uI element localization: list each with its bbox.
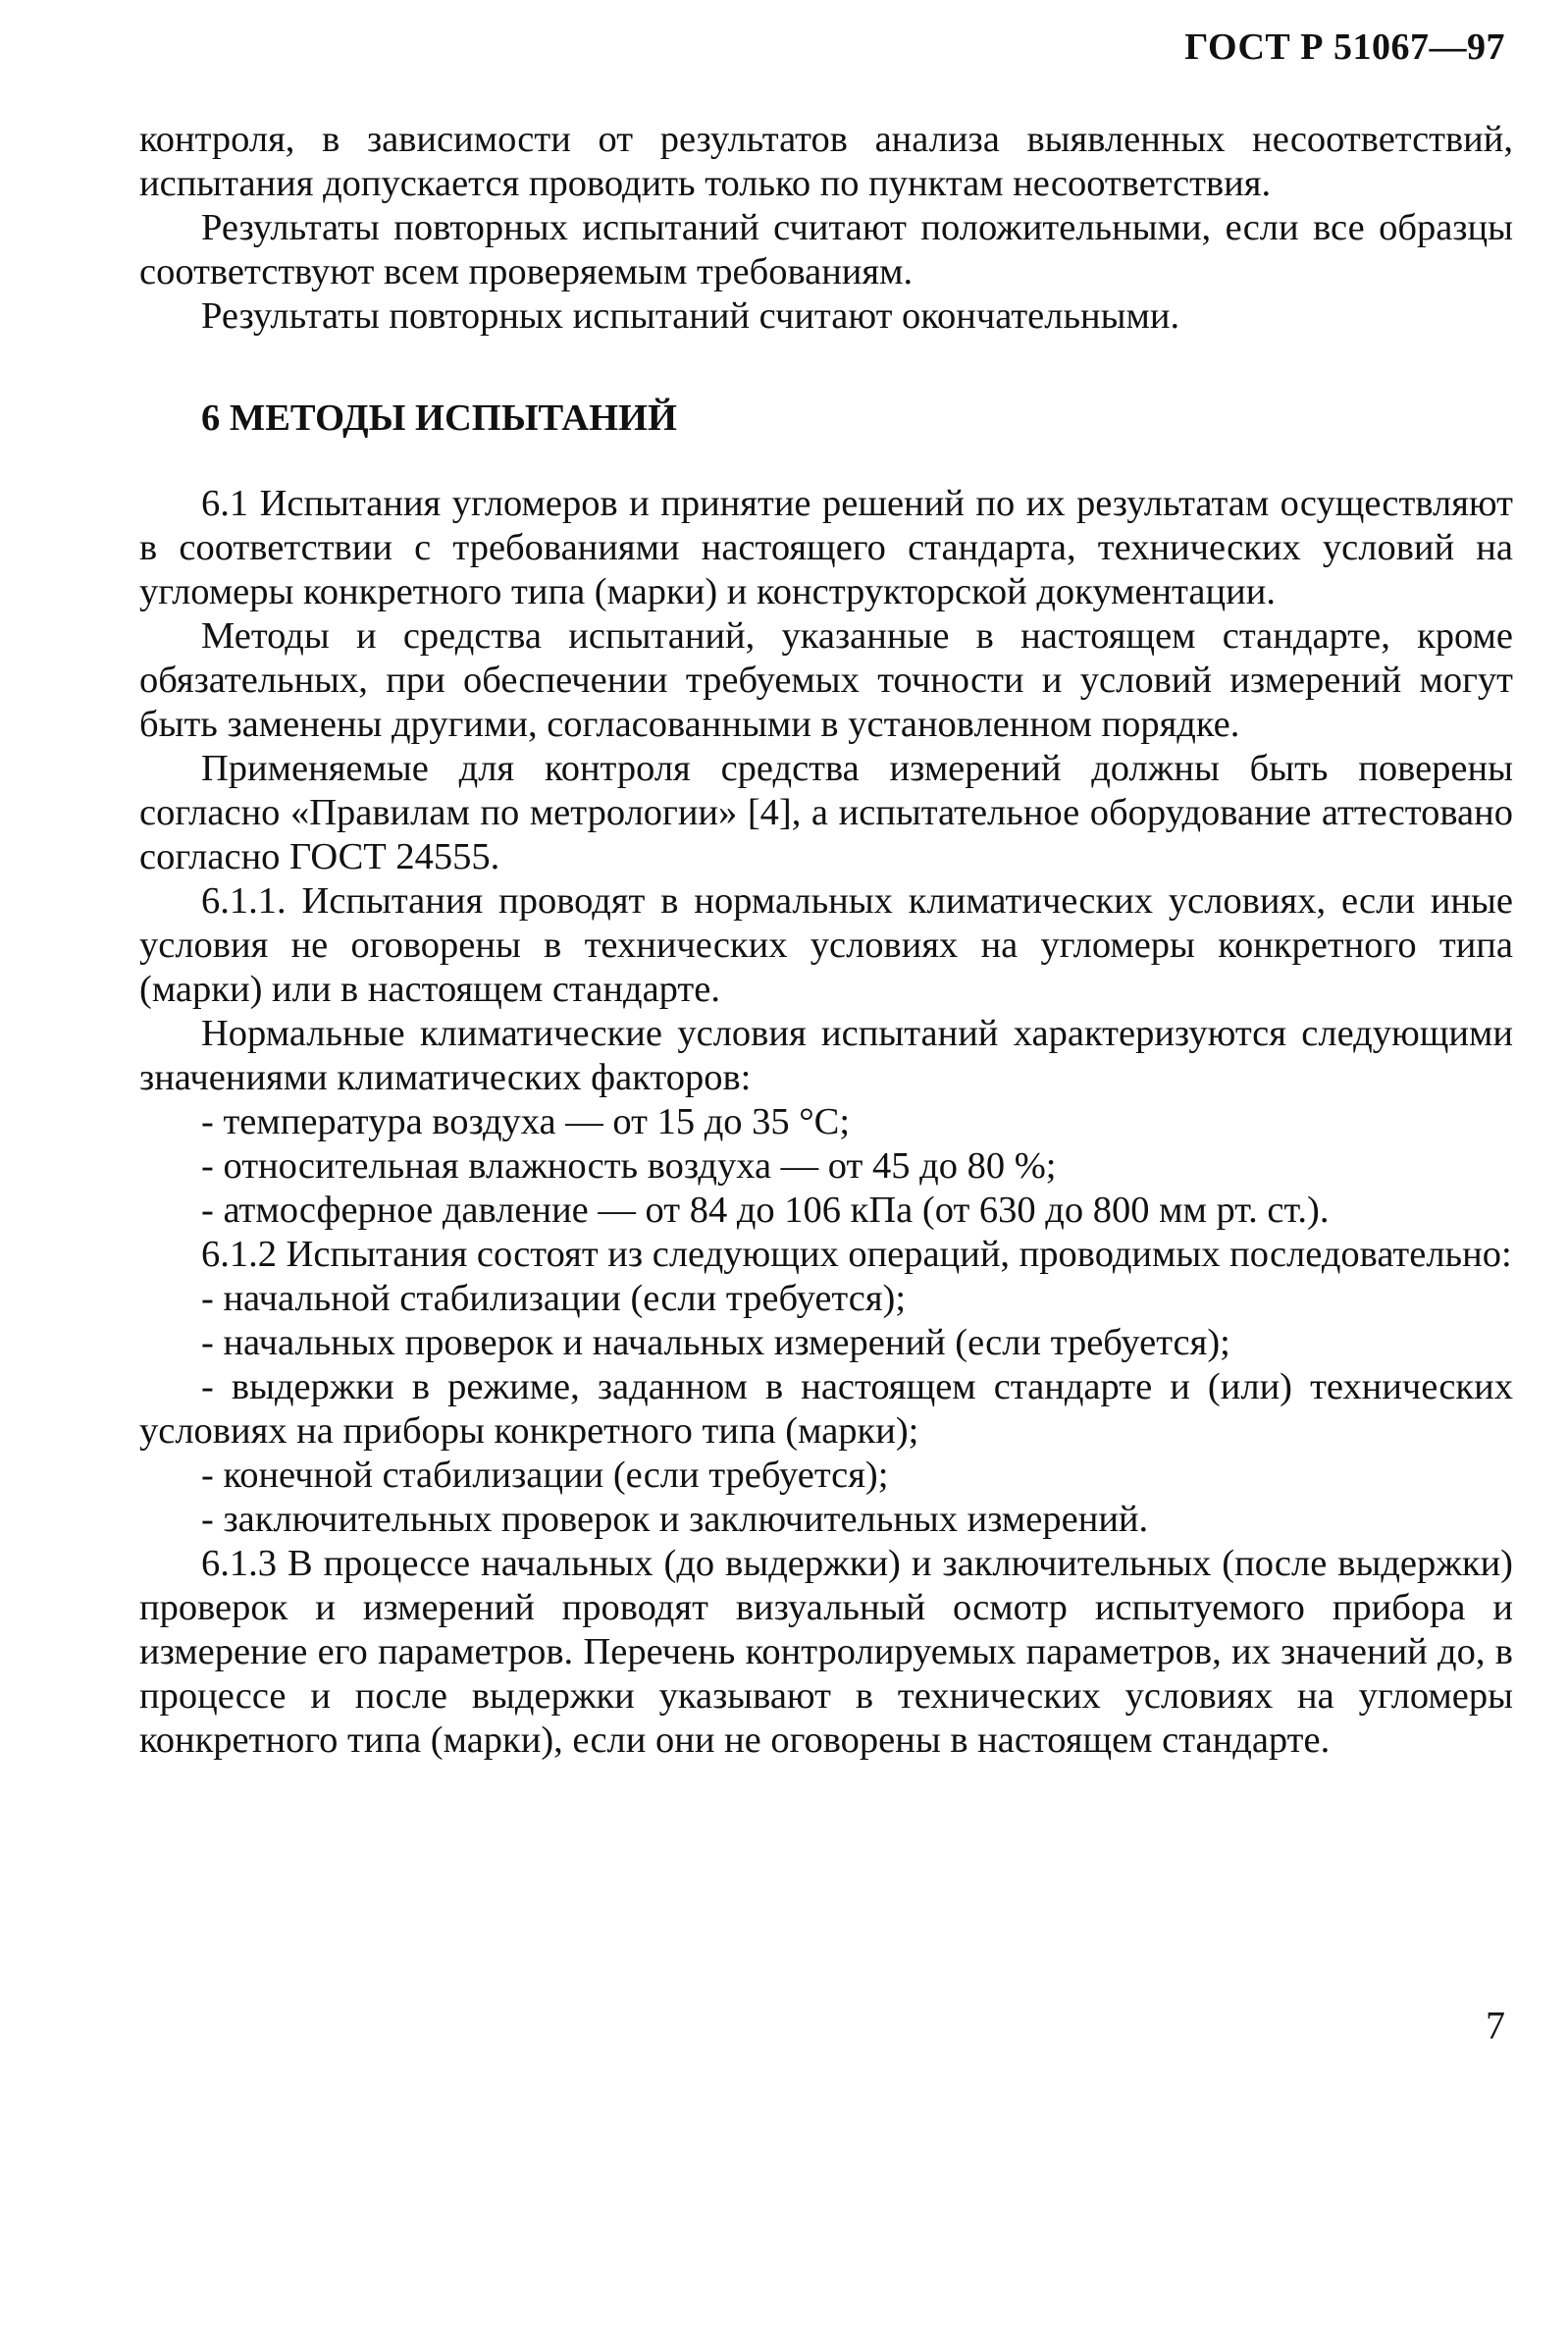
document-header-id: ГОСТ Р 51067—97 <box>1184 26 1505 68</box>
paragraph-6-1: 6.1 Испытания угломеров и принятие решений по их результатам осуществляют в соответствии с требованиями настоящего стандарта, технических условий на угломеры конкретного типа (марки) и конструкторской документации. <box>139 483 1513 612</box>
paragraph-6-1-3: 6.1.3 В процессе начальных (до выдержки) и заключительных (после выдержки) проверок и измерений проводят визуальный осмотр испытуемого прибора и измерение его параметров. Перечень контролируемых параметров, их значений до, в процессе и после выдержки указывают в технических условиях на угломеры конкретного типа (марки), если они не оговорены в настоящем стандарте. <box>139 1543 1513 1761</box>
page-number: 7 <box>1486 2003 1505 2047</box>
list-item-temperature: - температура воздуха — от 15 до 35 °С; <box>201 1101 851 1142</box>
paragraph-continuation: контроля, в зависимости от результатов анализа выявленных несоответствий, испытания допускается проводить только по пунктам несоответствия. <box>139 119 1513 204</box>
paragraph-6-1-1-normal: Нормальные климатические условия испытаний характеризуются следующими значениями климатических факторов: <box>139 1013 1513 1098</box>
paragraph-final-results: Результаты повторных испытаний считают окончательными. <box>201 295 1180 337</box>
list-item-final-checks: - заключительных проверок и заключительных измерений. <box>201 1499 1149 1540</box>
document-body <box>139 118 1513 1763</box>
section-title: 6 МЕТОДЫ ИСПЫТАНИЙ <box>201 397 677 439</box>
list-item-exposure: - выдержки в режиме, заданном в настоящем стандарте и (или) технических условиях на приборы конкретного типа (марки); <box>139 1366 1513 1452</box>
list-item-final-stabilization: - конечной стабилизации (если требуется); <box>201 1455 889 1496</box>
paragraph-6-1-tools: Применяемые для контроля средства измерений должны быть поверены согласно «Правилам по метрологии» [4], а испытательное оборудование аттестовано согласно ГОСТ 24555. <box>139 748 1513 877</box>
list-item-pressure: - атмосферное давление — от 84 до 106 кПа (от 630 до 800 мм рт. ст.). <box>201 1190 1330 1231</box>
paragraph-6-1-methods: Методы и средства испытаний, указанные в настоящем стандарте, кроме обязательных, при обеспечении требуемых точности и условий измерений могут быть заменены другими, согласованными в установленном порядке. <box>139 615 1513 745</box>
list-item-humidity: - относительная влажность воздуха — от 45 до 80 %; <box>201 1145 1057 1187</box>
paragraph-6-1-1: 6.1.1. Испытания проводят в нормальных климатических условиях, если иные условия не оговорены в технических условиях на угломеры конкретного типа (марки) или в настоящем стандарте. <box>139 880 1513 1010</box>
list-item-initial-checks: - начальных проверок и начальных измерений (если требуется); <box>201 1322 1230 1363</box>
paragraph-positive-results: Результаты повторных испытаний считают положительными, если все образцы соответствуют всем проверяемым требованиям. <box>139 207 1513 292</box>
list-item-initial-stabilization: - начальной стабилизации (если требуется); <box>201 1278 907 1319</box>
paragraph-6-1-2: 6.1.2 Испытания состоят из следующих операций, проводимых последовательно: <box>201 1234 1512 1275</box>
